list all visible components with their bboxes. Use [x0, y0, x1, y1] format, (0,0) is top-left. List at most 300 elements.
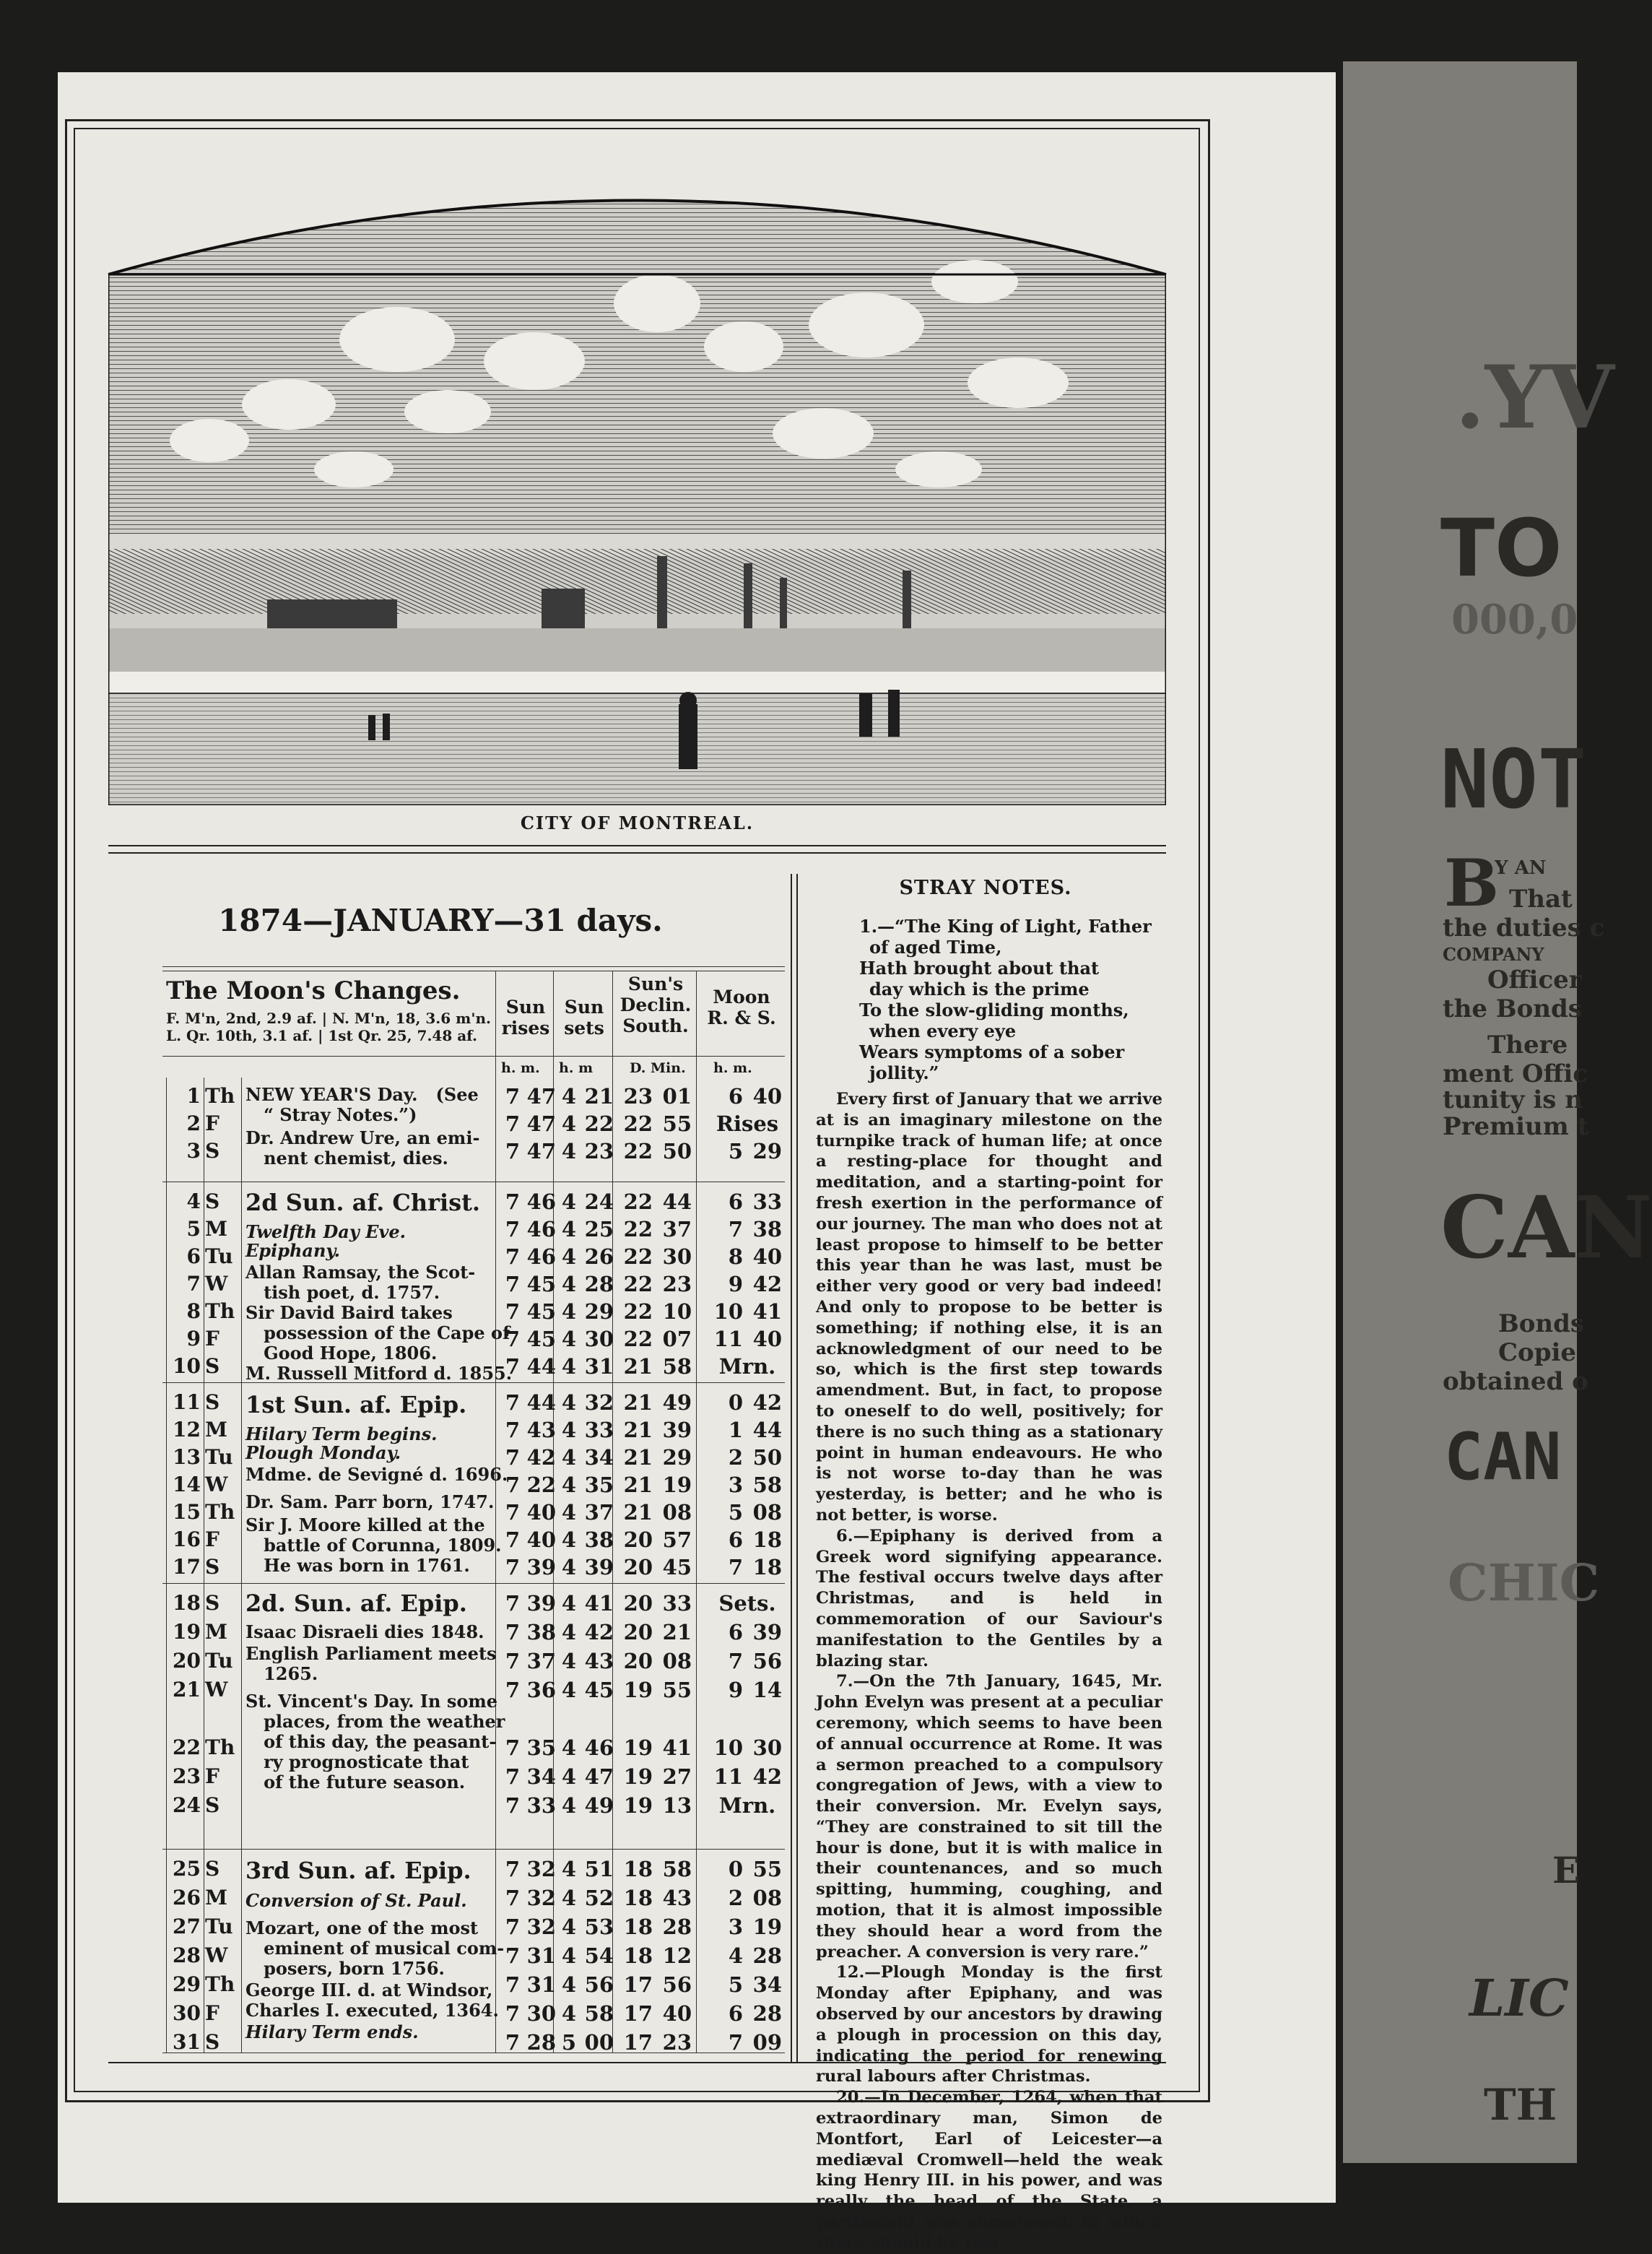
declination-degrees: 21: [623, 1500, 653, 1525]
sun-rise-minute: 32: [526, 1886, 556, 1910]
sun-rise-hour: 7: [505, 1473, 520, 1497]
day-number: 3: [186, 1139, 201, 1163]
weekday: Th: [205, 1299, 235, 1323]
day-row: [0, 2028, 1577, 2057]
neighbor-text: B: [1444, 845, 1500, 922]
neighbor-text: TH: [1484, 2080, 1557, 2131]
event-text: possession of the Cape of: [245, 1322, 510, 1343]
weekday: M: [205, 1217, 227, 1241]
declination-minutes: 08: [662, 1500, 692, 1525]
declination-degrees: 17: [623, 2001, 653, 2026]
sunday-heading: 2d Sun. af. Christ.: [245, 1189, 481, 1216]
declination-degrees: 20: [623, 1591, 653, 1616]
header-text: sets: [564, 1018, 604, 1039]
weekday: Th: [205, 1084, 235, 1108]
header-moon: [699, 987, 784, 1028]
declination-minutes: 55: [662, 1678, 692, 1702]
sun-set-minute: 00: [584, 2030, 614, 2055]
sun-set-minute: 32: [584, 1390, 614, 1415]
sun-rise-hour: 7: [505, 1445, 520, 1470]
day-number: 7: [186, 1272, 201, 1296]
sun-set-minute: 34: [584, 1445, 614, 1470]
declination-degrees: 19: [623, 1678, 653, 1702]
sun-set-minute: 56: [584, 1972, 614, 1997]
sun-rise-hour: 7: [505, 1678, 520, 1702]
sunday-heading: 1st Sun. af. Epip.: [245, 1391, 467, 1418]
neighbor-text: the Bonds: [1443, 994, 1582, 1023]
sun-set-minute: 43: [584, 1649, 614, 1673]
unit-label: h. m.: [501, 1060, 540, 1076]
weekday: W: [205, 1473, 228, 1496]
sun-set-hour: 4: [561, 1857, 576, 1881]
declination-minutes: 28: [662, 1915, 692, 1939]
event-text: tish poet, d. 1757.: [245, 1282, 440, 1303]
event-text: eminent of musical com-: [245, 1938, 505, 1959]
sun-set-hour: 4: [561, 1649, 576, 1673]
weekday: S: [205, 1354, 220, 1378]
sun-rise-minute: 46: [526, 1189, 556, 1214]
weekday: F: [205, 1111, 219, 1135]
poem-line: day which is the prime: [869, 979, 1090, 1000]
event-text: Hilary Term begins.: [245, 1423, 438, 1444]
sun-set-hour: 4: [561, 1217, 576, 1241]
weekday: M: [205, 1418, 227, 1442]
event-text: Dr. Sam. Parr born, 1747.: [245, 1491, 495, 1512]
declination-degrees: 22: [623, 1139, 653, 1163]
day-number: 27: [173, 1915, 201, 1938]
declination-minutes: 29: [662, 1445, 692, 1470]
sun-rise-hour: 7: [505, 1217, 520, 1241]
moon-minute: 39: [752, 1620, 782, 1644]
sun-set-hour: 4: [561, 1473, 576, 1497]
engraving-caption: CITY OF MONTREAL.: [520, 812, 755, 833]
declination-degrees: 21: [623, 1418, 653, 1442]
poem-line: To the slow-gliding months,: [859, 1000, 1129, 1020]
sun-rise-minute: 31: [526, 1943, 556, 1968]
declination-minutes: 21: [662, 1620, 692, 1644]
sun-set-minute: 53: [584, 1915, 614, 1939]
header-text: R. & S.: [707, 1007, 776, 1028]
day-number: 9: [186, 1327, 201, 1351]
header-text: Sun: [564, 997, 604, 1018]
sun-rise-hour: 7: [505, 1327, 520, 1351]
moon-minute: 41: [752, 1299, 782, 1324]
moon-hour: 5: [728, 1972, 743, 1997]
neighbor-text: NOT: [1440, 733, 1587, 827]
sun-set-hour: 4: [561, 1678, 576, 1702]
day-number: 20: [173, 1649, 201, 1673]
weekday: S: [205, 1555, 220, 1579]
event-text: ry prognosticate that: [245, 1751, 469, 1772]
neighbor-text: 000,0: [1451, 596, 1578, 643]
day-row: [0, 1525, 1577, 1554]
weekday: Tu: [205, 1649, 233, 1673]
moon-status: Sets.: [718, 1591, 776, 1616]
sun-rise-minute: 28: [526, 2030, 556, 2055]
note-paragraph: 12.—Plough Monday is the first Monday after Epiphany, and was observed by our ancestors by drawing a plough in procession on this day, indicating the period for renewing rural labours after Christmas.: [816, 1963, 1162, 2086]
day-row: [0, 1498, 1577, 1527]
declination-minutes: 50: [662, 1139, 692, 1163]
sun-set-hour: 4: [561, 1793, 576, 1818]
sun-set-hour: 4: [561, 1943, 576, 1968]
neighbor-text: That: [1509, 885, 1573, 914]
sun-rise-hour: 7: [505, 1139, 520, 1163]
moon-hour: 2: [728, 1445, 743, 1470]
moon-changes-line: L. Qr. 10th, 3.1 af. | 1st Qr. 25, 7.48 af.: [166, 1027, 478, 1044]
sun-rise-hour: 7: [505, 2001, 520, 2026]
day-number: 28: [173, 1943, 201, 1967]
moon-minute: 42: [752, 1764, 782, 1789]
sun-set-hour: 4: [561, 1189, 576, 1214]
declination-degrees: 18: [623, 1886, 653, 1910]
sun-rise-hour: 7: [505, 1793, 520, 1818]
moon-minute: 40: [752, 1084, 782, 1109]
header-text: Sun: [505, 997, 546, 1018]
declination-minutes: 55: [662, 1111, 692, 1136]
moon-minute: 40: [752, 1244, 782, 1269]
moon-status: Rises: [716, 1111, 779, 1136]
moon-hour: 3: [728, 1473, 743, 1497]
moon-minute: 29: [752, 1139, 782, 1163]
declination-degrees: 21: [623, 1445, 653, 1470]
sun-rise-minute: 45: [526, 1327, 556, 1351]
event-text: Twelfth Day Eve.: [245, 1221, 407, 1242]
event-text: George III. d. at Windsor,: [245, 1980, 493, 2001]
day-number: 19: [173, 1620, 201, 1644]
neighbor-text: .YV: [1455, 347, 1614, 448]
sun-set-minute: 33: [584, 1418, 614, 1442]
declination-degrees: 17: [623, 1972, 653, 1997]
moon-status: Mrn.: [718, 1793, 776, 1818]
sun-rise-hour: 7: [505, 1111, 520, 1136]
sun-rise-minute: 31: [526, 1972, 556, 1997]
day-row: [0, 1970, 1577, 1999]
sun-set-minute: 51: [584, 1857, 614, 1881]
sun-set-minute: 29: [584, 1299, 614, 1324]
sun-rise-minute: 47: [526, 1111, 556, 1136]
neighbor-text: E: [1552, 1849, 1581, 1891]
declination-minutes: 56: [662, 1972, 692, 1997]
day-number: 29: [173, 1972, 201, 1996]
sun-rise-minute: 45: [526, 1272, 556, 1296]
declination-minutes: 30: [662, 1244, 692, 1269]
neighbor-text: Officer: [1487, 966, 1582, 994]
moon-minute: 55: [752, 1857, 782, 1881]
sun-rise-hour: 7: [505, 1272, 520, 1296]
sun-rise-minute: 47: [526, 1084, 556, 1109]
divider: [108, 852, 1166, 854]
moon-hour: 10: [713, 1299, 743, 1324]
declination-minutes: 07: [662, 1327, 692, 1351]
header-sun-rises: [498, 997, 553, 1039]
weekday: S: [205, 1189, 220, 1213]
day-row: [0, 1325, 1577, 1353]
weekday: M: [205, 1886, 227, 1910]
moon-hour: 9: [728, 1272, 743, 1296]
moon-changes-line: F. M'n, 2nd, 2.9 af. | N. M'n, 18, 3.6 m'n.: [166, 1010, 491, 1027]
sun-set-minute: 41: [584, 1591, 614, 1616]
sun-rise-minute: 22: [526, 1473, 556, 1497]
sun-set-hour: 4: [561, 1244, 576, 1269]
sun-set-hour: 4: [561, 1591, 576, 1616]
day-number: 30: [173, 2001, 201, 2025]
day-number: 4: [186, 1189, 201, 1213]
sun-rise-minute: 37: [526, 1649, 556, 1673]
declination-degrees: 22: [623, 1111, 653, 1136]
stray-notes-body: [816, 916, 1162, 2254]
weekday: Tu: [205, 1915, 233, 1938]
event-text: M. Russell Mitford d. 1855.: [245, 1363, 513, 1384]
sun-rise-minute: 38: [526, 1620, 556, 1644]
day-row: [0, 1470, 1577, 1499]
sun-set-minute: 42: [584, 1620, 614, 1644]
opening-poem: [816, 916, 1162, 1083]
moon-minute: 33: [752, 1189, 782, 1214]
day-row: [0, 1416, 1577, 1444]
declination-minutes: 12: [662, 1943, 692, 1968]
event-text: St. Vincent's Day. In some: [245, 1691, 498, 1712]
sun-rise-hour: 7: [505, 1555, 520, 1579]
day-number: 12: [173, 1418, 201, 1442]
event-text: Sir David Baird takes: [245, 1302, 453, 1323]
sun-rise-hour: 7: [505, 1390, 520, 1415]
moon-hour: 10: [713, 1735, 743, 1760]
event-text: nent chemist, dies.: [245, 1148, 448, 1169]
weekday: W: [205, 1678, 228, 1702]
neighbor-text: obtained o: [1443, 1367, 1588, 1396]
moon-hour: 7: [728, 1555, 743, 1579]
sun-rise-hour: 7: [505, 1620, 520, 1644]
declination-minutes: 01: [662, 1084, 692, 1109]
poem-line: Wears symptoms of a sober: [859, 1041, 1125, 1062]
declination-degrees: 23: [623, 1084, 653, 1109]
day-row: [0, 1589, 1577, 1618]
event-text: Dr. Andrew Ure, an emi-: [245, 1127, 480, 1148]
neighbor-text: Y AN: [1495, 857, 1547, 879]
day-row: [0, 1187, 1577, 1216]
sun-rise-minute: 32: [526, 1857, 556, 1881]
sun-rise-hour: 7: [505, 1915, 520, 1939]
sun-rise-minute: 36: [526, 1678, 556, 1702]
event-text: Allan Ramsay, the Scot-: [245, 1262, 476, 1283]
declination-minutes: 44: [662, 1189, 692, 1214]
day-number: 5: [186, 1217, 201, 1241]
declination-minutes: 58: [662, 1354, 692, 1379]
stray-notes-title: STRAY NOTES.: [899, 877, 1072, 899]
header-rule: [162, 1056, 785, 1057]
sun-rise-minute: 39: [526, 1555, 556, 1579]
weekday: F: [205, 1327, 219, 1351]
note-paragraph: 6.—Epiphany is derived from a Greek word signifying appearance. The festival occurs twelve days after Christmas, and is held in commemoration of our Saviour's manifestation to the Gentiles by a blazing star.: [816, 1526, 1162, 1670]
sun-set-hour: 4: [561, 1390, 576, 1415]
sun-rise-minute: 39: [526, 1591, 556, 1616]
moon-hour: 9: [728, 1678, 743, 1702]
header-text: rises: [501, 1018, 550, 1039]
sun-rise-minute: 35: [526, 1735, 556, 1760]
sun-set-hour: 4: [561, 1555, 576, 1579]
sunday-heading: 3rd Sun. af. Epip.: [245, 1857, 471, 1884]
moon-minute: 28: [752, 1943, 782, 1968]
moon-hour: 7: [728, 2030, 743, 2055]
event-text: Sir J. Moore killed at the: [245, 1514, 485, 1535]
weekday: S: [205, 2030, 220, 2054]
moon-minute: 42: [752, 1272, 782, 1296]
sun-set-hour: 4: [561, 2001, 576, 2026]
sun-set-minute: 37: [584, 1500, 614, 1525]
event-text: of this day, the peasant-: [245, 1731, 497, 1752]
sun-set-minute: 39: [584, 1555, 614, 1579]
sun-rise-minute: 42: [526, 1445, 556, 1470]
day-row: [0, 1884, 1577, 1912]
declination-minutes: 37: [662, 1217, 692, 1241]
declination-minutes: 39: [662, 1418, 692, 1442]
sun-rise-minute: 32: [526, 1915, 556, 1939]
declination-degrees: 22: [623, 1299, 653, 1324]
moon-minute: 18: [752, 1555, 782, 1579]
day-row: [0, 1999, 1577, 2028]
moon-minute: 14: [752, 1678, 782, 1702]
neighbor-text: tunity is n: [1443, 1085, 1583, 1114]
sun-set-hour: 5: [561, 2030, 576, 2055]
neighbor-text: Bonds: [1498, 1309, 1585, 1338]
moon-minute: 09: [752, 2030, 782, 2055]
sun-set-hour: 4: [561, 1418, 576, 1442]
sun-rise-hour: 7: [505, 1649, 520, 1673]
sun-set-minute: 35: [584, 1473, 614, 1497]
day-number: 17: [173, 1555, 201, 1579]
moon-minute: 44: [752, 1418, 782, 1442]
moon-minute: 30: [752, 1735, 782, 1760]
day-number: 18: [173, 1591, 201, 1615]
declination-degrees: 19: [623, 1764, 653, 1789]
day-number: 15: [173, 1500, 201, 1524]
declination-minutes: 27: [662, 1764, 692, 1789]
sun-rise-minute: 44: [526, 1354, 556, 1379]
sun-rise-minute: 46: [526, 1244, 556, 1269]
weekday: S: [205, 1390, 220, 1414]
day-row: [0, 1270, 1577, 1299]
moon-hour: 3: [728, 1915, 743, 1939]
day-row: [0, 1352, 1577, 1381]
sun-set-minute: 24: [584, 1189, 614, 1214]
declination-minutes: 13: [662, 1793, 692, 1818]
sun-set-minute: 58: [584, 2001, 614, 2026]
sun-rise-minute: 40: [526, 1527, 556, 1552]
neighbor-text: TO: [1440, 502, 1562, 594]
note-paragraph: Every first of January that we arrive at is an imaginary milestone on the turnpike track of human life; at once a resting-place for thought and meditation, and a starting-point for fresh exertion in the performance of our journey. The man who does not at least propose to himself to be better this year than he was last, must be either very good or very bad indeed! And only to propose to be better is something; if nothing else, it is an acknowledgment of our need to be so, which is the first step towards amendment. But, in fact, to propose to oneself to do well, positively; for there is no such thing as a stationary point in human endeavours. He who is not worse to-day than he was yesterday, is better; and he who is not better, is worse.: [816, 1090, 1162, 1525]
event-text: places, from the weather: [245, 1711, 505, 1732]
sun-set-minute: 22: [584, 1111, 614, 1136]
sun-set-minute: 49: [584, 1793, 614, 1818]
sun-rise-minute: 47: [526, 1139, 556, 1163]
poem-line: Hath brought about that: [859, 958, 1100, 979]
moon-hour: 1: [728, 1418, 743, 1442]
weekday: Tu: [205, 1244, 233, 1268]
day-number: 25: [173, 1857, 201, 1881]
declination-degrees: 21: [623, 1473, 653, 1497]
event-text: NEW YEAR'S Day. (See: [245, 1084, 479, 1105]
moon-hour: 5: [728, 1500, 743, 1525]
sun-set-hour: 4: [561, 1327, 576, 1351]
event-text: Isaac Disraeli dies 1848.: [245, 1621, 484, 1642]
neighbor-text: CAN: [1444, 1419, 1562, 1495]
sun-set-hour: 4: [561, 1735, 576, 1760]
table-top-rule: [162, 966, 785, 967]
sun-set-hour: 4: [561, 1084, 576, 1109]
sun-set-hour: 4: [561, 1445, 576, 1470]
weekday: S: [205, 1793, 220, 1817]
declination-degrees: 20: [623, 1649, 653, 1673]
day-number: 11: [173, 1390, 201, 1414]
unit-label: D. Min.: [630, 1060, 686, 1076]
sunday-heading: 2d. Sun. af. Epip.: [245, 1590, 467, 1617]
event-text: He was born in 1761.: [245, 1555, 470, 1576]
poem-line: when every eye: [869, 1020, 1017, 1041]
moon-hour: 6: [728, 1189, 743, 1214]
day-row: [0, 1941, 1577, 1970]
declination-minutes: 43: [662, 1886, 692, 1910]
sun-set-hour: 4: [561, 1764, 576, 1789]
declination-degrees: 18: [623, 1943, 653, 1968]
moon-hour: 4: [728, 1943, 743, 1968]
declination-degrees: 21: [623, 1390, 653, 1415]
sun-rise-minute: 44: [526, 1390, 556, 1415]
day-number: 8: [186, 1299, 201, 1323]
moon-status: Mrn.: [718, 1354, 776, 1379]
declination-degrees: 22: [623, 1327, 653, 1351]
event-text: Good Hope, 1806.: [245, 1343, 438, 1364]
weekday: F: [205, 1527, 219, 1551]
sun-set-hour: 4: [561, 1915, 576, 1939]
day-number: 2: [186, 1111, 201, 1135]
note-paragraph: 7.—On the 7th January, 1645, Mr. John Evelyn was present at a peculiar ceremony, which seems to have been of annual occurrence at Rome. It was a sermon preached to a compulsory congregation of Jews, with a view to their conversion. Mr. Evelyn says, “They are constrained to sit till the hour is done, but it is with malice in their countenances, and so much spitting, humming, coughing, and motion, that it is almost impossible they should hear a word from the preacher. A conversion is very rare.”: [816, 1672, 1162, 1962]
day-number: 16: [173, 1527, 201, 1551]
sun-set-minute: 25: [584, 1217, 614, 1241]
moon-minute: 38: [752, 1217, 782, 1241]
sun-set-minute: 54: [584, 1943, 614, 1968]
moon-hour: 6: [728, 1527, 743, 1552]
declination-degrees: 18: [623, 1857, 653, 1881]
moon-hour: 0: [728, 1857, 743, 1881]
sun-rise-minute: 33: [526, 1793, 556, 1818]
declination-degrees: 19: [623, 1793, 653, 1818]
day-row: [0, 1242, 1577, 1271]
header-text: South.: [622, 1015, 689, 1036]
day-row: [0, 1082, 1577, 1111]
sun-rise-hour: 7: [505, 1943, 520, 1968]
declination-degrees: 18: [623, 1915, 653, 1939]
moon-minute: 19: [752, 1915, 782, 1939]
day-row: [0, 1855, 1577, 1884]
declination-degrees: 22: [623, 1189, 653, 1214]
neighbor-text: Premium t: [1443, 1112, 1589, 1141]
moon-minute: 18: [752, 1527, 782, 1552]
weekday: Th: [205, 1735, 235, 1759]
weekday: W: [205, 1272, 228, 1296]
month-title: 1874—JANUARY—31 days.: [218, 903, 663, 938]
declination-degrees: 19: [623, 1735, 653, 1760]
sun-rise-hour: 7: [505, 1764, 520, 1789]
sun-rise-minute: 43: [526, 1418, 556, 1442]
day-row: [0, 1912, 1577, 1941]
day-row: [0, 1762, 1577, 1791]
day-number: 24: [173, 1793, 201, 1817]
sun-set-minute: 26: [584, 1244, 614, 1269]
declination-minutes: 45: [662, 1555, 692, 1579]
declination-degrees: 20: [623, 1555, 653, 1579]
day-number: 26: [173, 1886, 201, 1910]
declination-degrees: 17: [623, 2030, 653, 2055]
